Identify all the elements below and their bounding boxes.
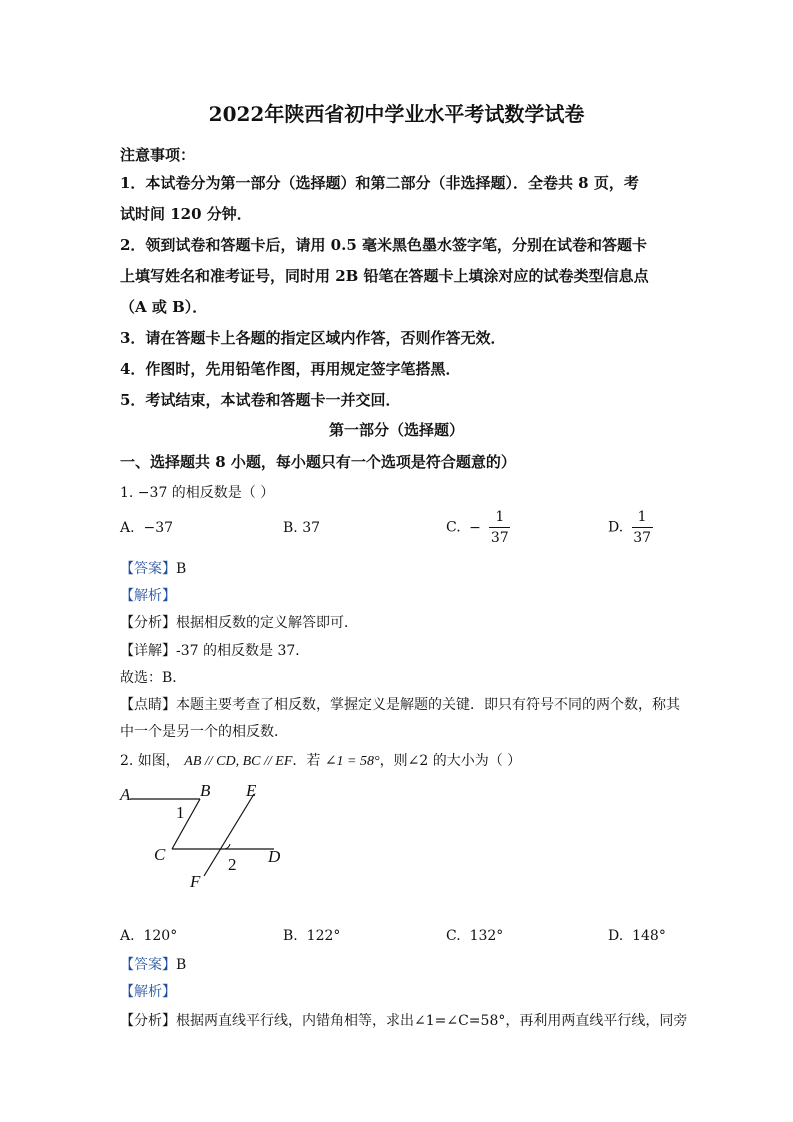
- notice-line: 试时间 120 分钟．: [120, 205, 252, 223]
- label-one: 1: [176, 803, 185, 822]
- part1-heading: 第一部分（选择题）: [328, 421, 464, 439]
- q1-option-d: D. $\frac{1}{37}$: [608, 509, 652, 546]
- q1-answer: 【答案】B: [120, 561, 187, 577]
- q2-option-c-value: 132°: [469, 928, 504, 944]
- notice-line: 2．领到试卷和答题卡后，请用 0.5 毫米黑色墨水签字笔，分别在试卷和答题卡: [120, 236, 647, 254]
- q2-stem: 2. 如图， AB // CD, BC // EF．若 ∠1 = 58°，则∠2 的大小为（ ）: [120, 753, 522, 769]
- page-title: 2022年陕西省初中学业水平考试数学试卷: [208, 102, 585, 126]
- q2-option-a: A. 120°: [120, 928, 178, 944]
- q1-option-d-fraction: $\frac{1}{37}$: [633, 509, 652, 546]
- q2-answer: 【答案】B: [120, 957, 187, 973]
- label-b: B: [200, 781, 211, 800]
- notice-line: 1．本试卷分为第一部分（选择题）和第二部分（非选择题）．全卷共 8 页，考: [120, 174, 639, 192]
- label-e: E: [246, 781, 257, 800]
- notice-line: 4．作图时，先用铅笔作图，再用规定签字笔搭黑．: [120, 360, 461, 378]
- q1-dianjing: 【点睛】本题主要考查了相反数，掌握定义是解题的关键．即只有符号不同的两个数，称其: [120, 697, 680, 713]
- q1-dianjing-cont: 中一个是另一个的相反数．: [120, 724, 288, 740]
- q2-analysis-tag: 【解析】: [120, 984, 176, 1000]
- q2-geometry-figure: [112, 778, 312, 894]
- q1-option-b: B. 37: [283, 520, 321, 536]
- q2-option-c: C. 132°: [446, 928, 504, 944]
- q1-fenxi: 【分析】根据相反数的定义解答即可．: [120, 615, 358, 631]
- q1-option-a: A. −37: [120, 520, 174, 536]
- q1-stem: 1. −37 的相反数是（ ）: [120, 485, 275, 501]
- notice-line: （A 或 B）．: [120, 298, 208, 316]
- q2-option-b: B. 122°: [283, 928, 341, 944]
- q1-xiangjie: 【详解】-37 的相反数是 37．: [120, 643, 310, 659]
- notice-line: 上填写姓名和准考证号，同时用 2B 铅笔在答题卡上填涂对应的试卷类型信息点: [120, 267, 649, 285]
- label-a: A: [120, 785, 131, 804]
- label-c: C: [154, 845, 166, 864]
- q2-option-a-value: 120°: [143, 928, 178, 944]
- q1-choice: 故选：B．: [120, 670, 187, 686]
- q1-option-a-value: −37: [143, 520, 174, 536]
- q1-option-b-value: 37: [302, 520, 321, 536]
- notice-heading: 注意事项：: [120, 146, 196, 164]
- notice-line: 5．考试结束，本试卷和答题卡一并交回．: [120, 391, 401, 409]
- q1-option-c: C. − $\frac{1}{37}$: [446, 509, 509, 546]
- q2-option-d: D. 148°: [608, 928, 666, 944]
- section1-heading: 一、选择题共 8 小题，每小题只有一个选项是符合题意的）: [120, 453, 516, 471]
- label-d: D: [268, 847, 281, 866]
- q2-option-b-value: 122°: [306, 928, 341, 944]
- notice-line: 3．请在答题卡上各题的指定区域内作答，否则作答无效．: [120, 329, 506, 347]
- q1-analysis-tag: 【解析】: [120, 588, 176, 604]
- q2-stem-angle: ∠1 = 58°: [324, 754, 380, 769]
- q2-option-d-value: 148°: [632, 928, 666, 944]
- label-two: 2: [228, 855, 237, 874]
- angle-2-arc: [225, 844, 230, 849]
- q2-fenxi: 【分析】根据两直线平行线，内错角相等，求出∠1=∠C=58°，再利用两直线平行线，同旁: [120, 1013, 688, 1029]
- q1-option-c-fraction: $\frac{1}{37}$: [490, 509, 509, 546]
- q2-stem-math: AB // CD, BC // EF: [184, 754, 293, 769]
- label-f: F: [190, 872, 201, 891]
